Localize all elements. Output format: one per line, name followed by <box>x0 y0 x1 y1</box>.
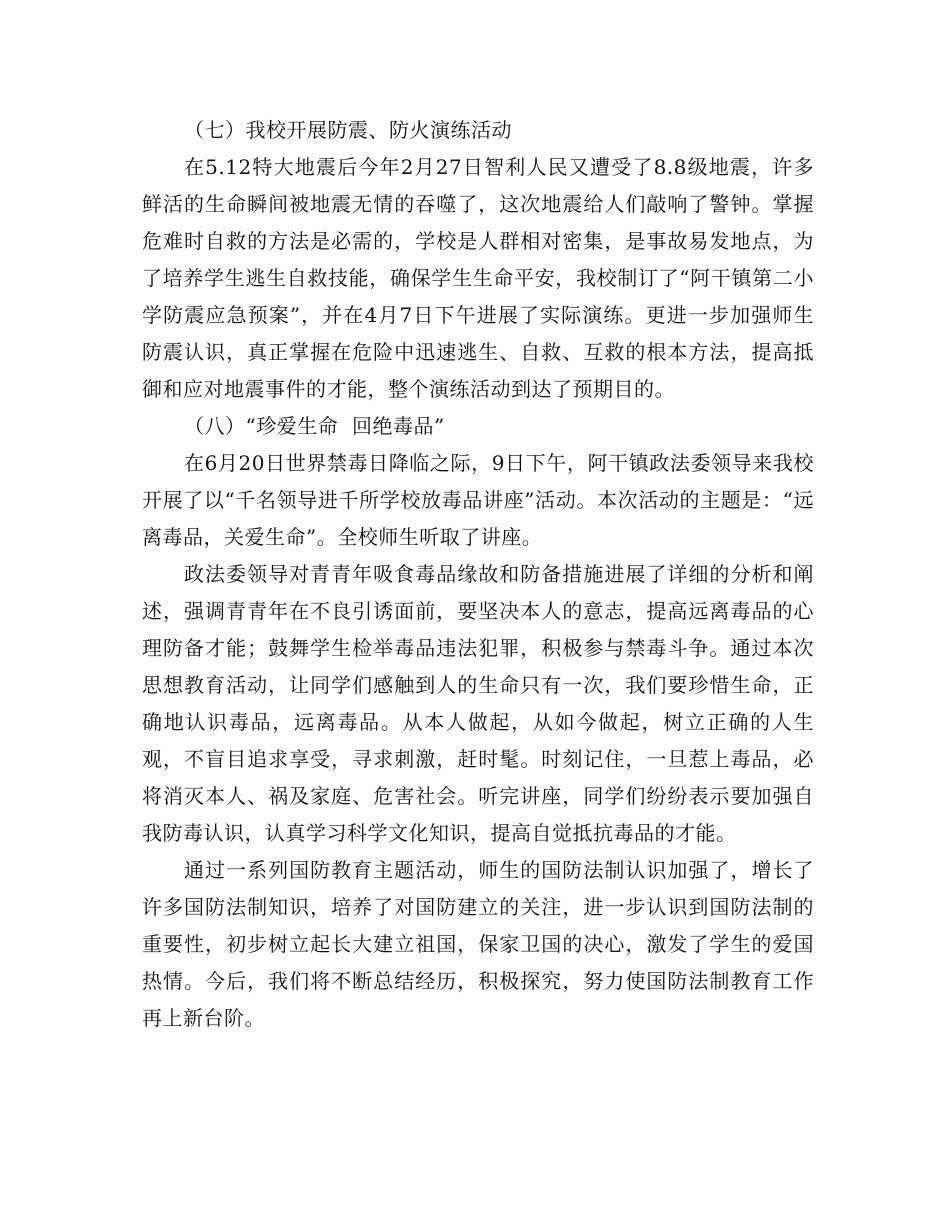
section-heading-7: （七）我校开展防震、防火演练活动 <box>184 118 512 142</box>
section-8-paragraph-1: 在6月20日世界禁毒日降临之际，9日下午，阿干镇政法委领导来我校开展了以“千名领导进千所学校放毒品讲座”活动。本次活动的主题是：“远离毒品，关爱生命”。全校师生听取了讲座。 <box>142 451 814 549</box>
document-page <box>142 112 814 1037</box>
section-heading-8: （八）“珍爱生命 回绝毒品” <box>184 414 445 438</box>
section-7-paragraph: 在5.12特大地震后今年2月27日智利人民又遭受了8.8级地震，许多鲜活的生命瞬间被地震无情的吞噬了，这次地震给人们敲响了警钟。掌握危难时自救的方法是必需的，学校是人群相对密集，是事故易发地点，为了培养学生逃生自救技能，确保学生生命平安，我校制订了“阿干镇第二小学防震应急预案”，并在4月7日下午进展了实际演练。更进一步加强师生防震认识，真正掌握在危险中迅速逃生、自救、互救的根本方法，提高抵御和应对地震事件的才能，整个演练活动到达了预期目的。 <box>142 155 814 401</box>
summary-paragraph: 通过一系列国防教育主题活动，师生的国防法制认识加强了，增长了许多国防法制知识，培养了对国防建立的关注，进一步认识到国防法制的重要性，初步树立起长大建立祖国，保家卫国的决心，激发了学生的爱国热情。今后，我们将不断总结经历，积极探究，努力使国防法制教育工作再上新台阶。 <box>142 858 814 1030</box>
section-8-paragraph-2: 政法委领导对青青年吸食毒品缘故和防备措施进展了详细的分析和阐述，强调青青年在不良引诱面前，要坚决本人的意志，提高远离毒品的心理防备才能；鼓舞学生检举毒品违法犯罪，积极参与禁毒斗争。通过本次思想教育活动，让同学们感触到人的生命只有一次，我们要珍惜生命，正确地认识毒品，远离毒品。从本人做起，从如今做起，树立正确的人生观，不盲目追求享受，寻求刺激，赶时髦。时刻记住，一旦惹上毒品，必将消灭本人、祸及家庭、危害社会。听完讲座，同学们纷纷表示要加强自我防毒认识，认真学习科学文化知识，提高自觉抵抗毒品的才能。 <box>142 562 814 845</box>
